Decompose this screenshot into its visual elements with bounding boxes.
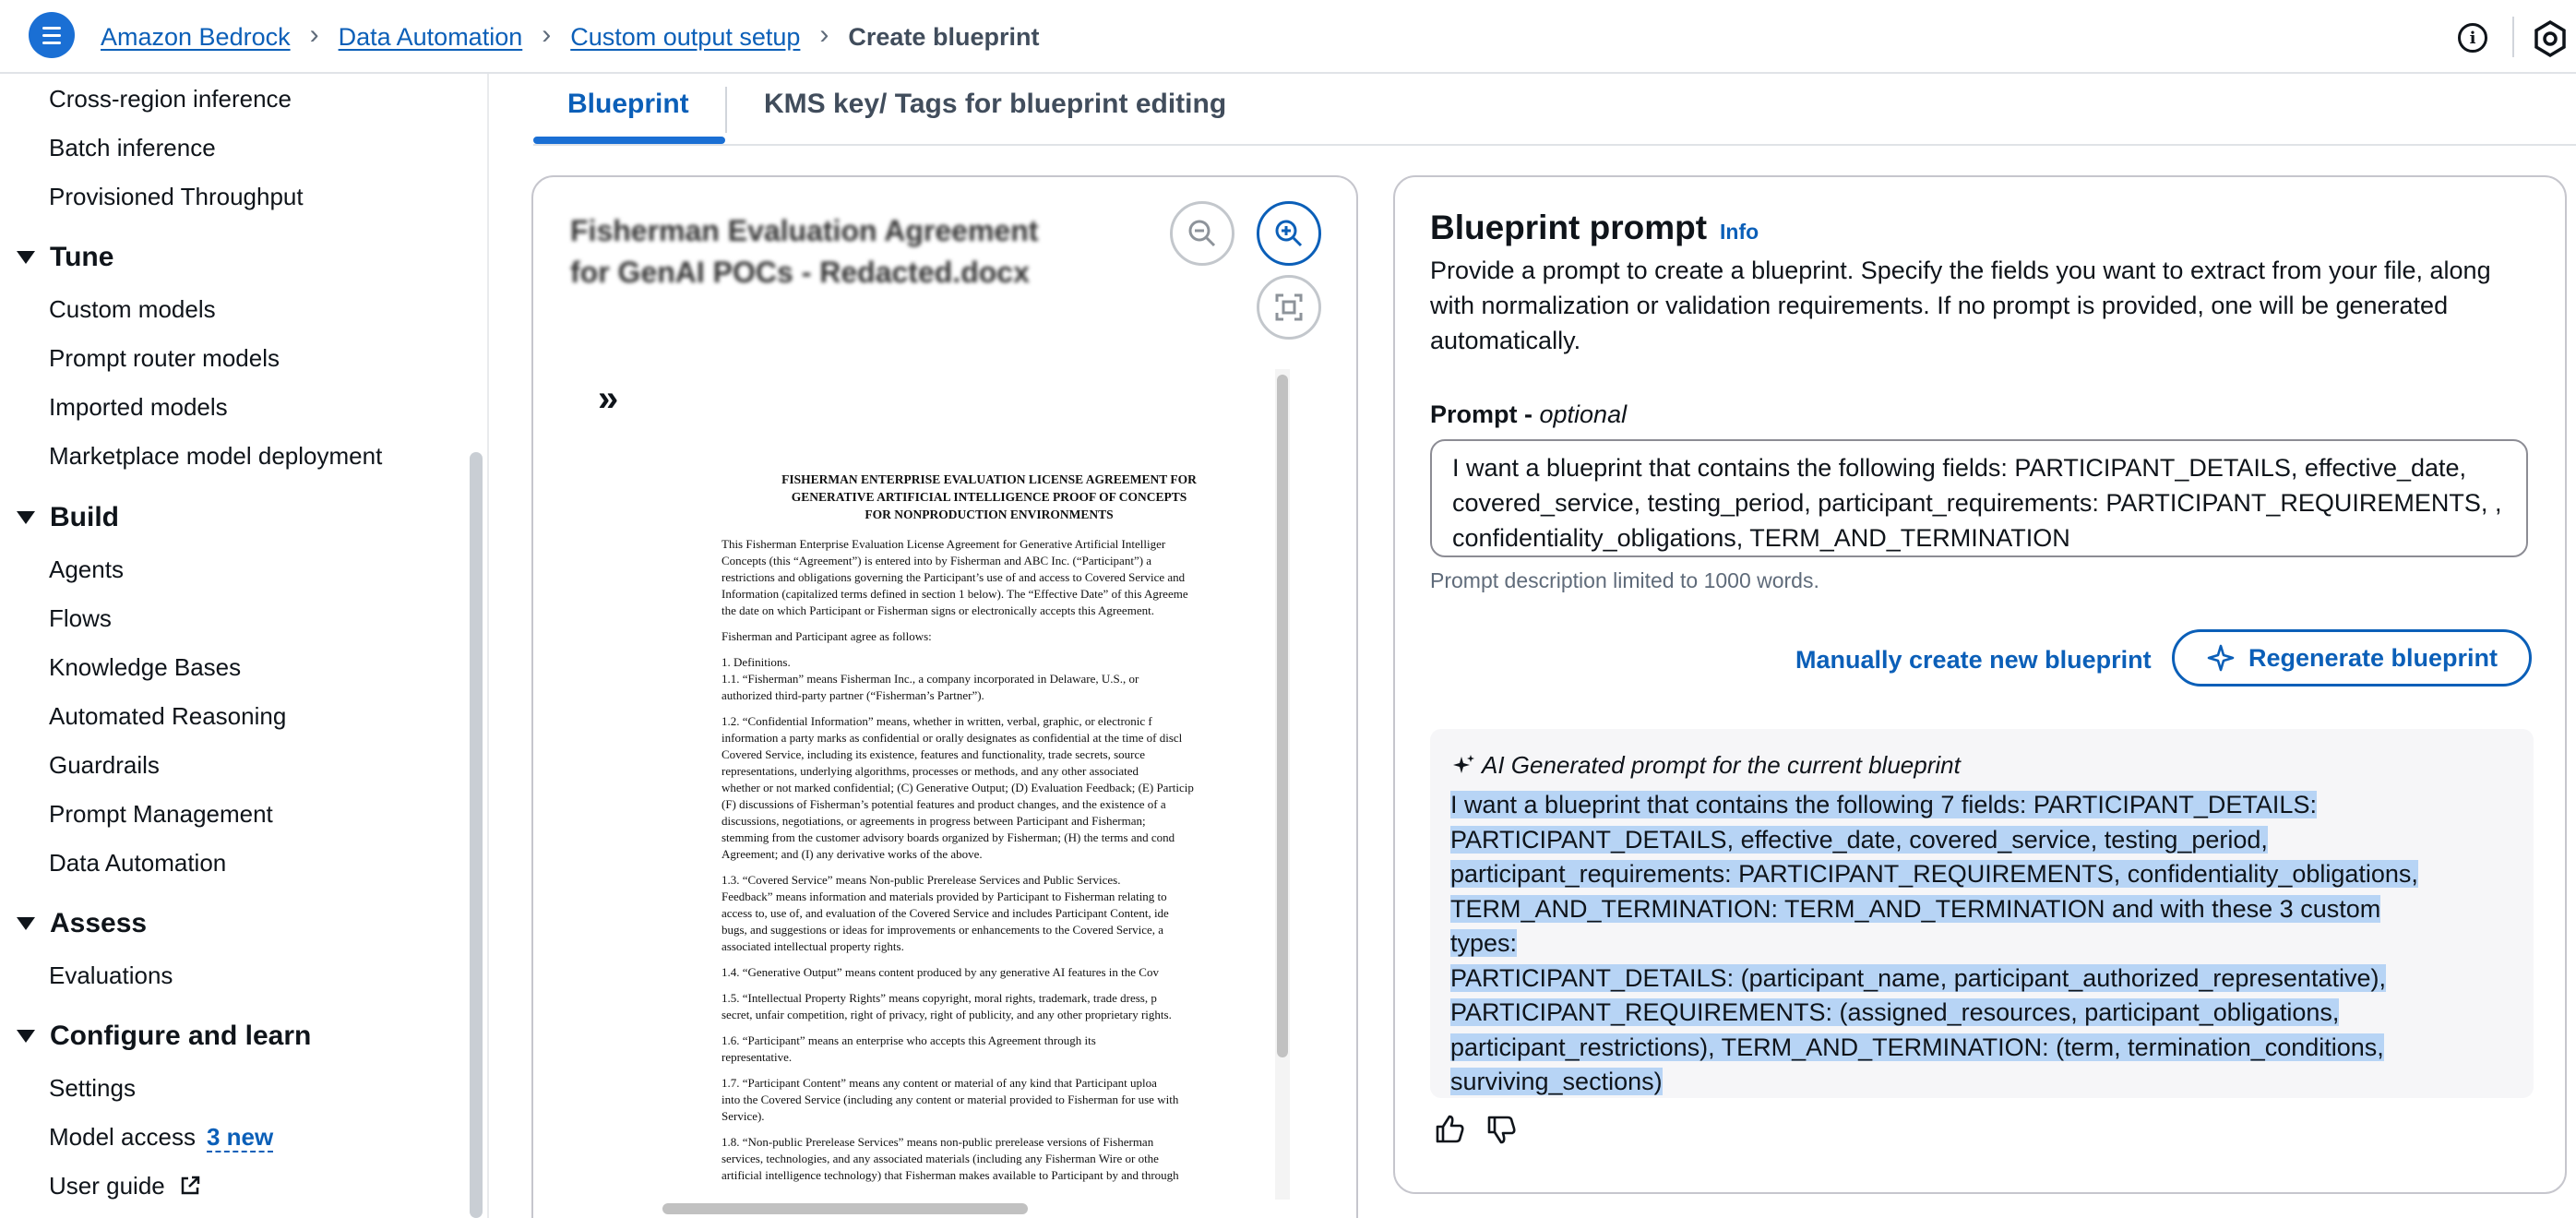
ai-heading-text: AI Generated prompt for the current blueprint <box>1482 751 1961 779</box>
ai-generated-prompt-box <box>1430 729 2534 1098</box>
zoom-in-button[interactable] <box>1257 201 1321 266</box>
sidebar-section-label: Configure and learn <box>50 1021 312 1051</box>
document-line: 1.6. “Participant” means an enterprise who accepts this Agreement through its <box>722 1033 1096 1047</box>
ai-line <box>1450 996 2447 1031</box>
breadcrumb-custom-output-setup[interactable]: Custom output setup <box>570 22 801 51</box>
regenerate-label: Regenerate blueprint <box>2248 643 2498 672</box>
document-line: 1. Definitions. <box>722 655 791 669</box>
sidebar-section-label: Assess <box>50 908 148 938</box>
heading-line: FOR NONPRODUCTION ENVIRONMENTS <box>865 508 1114 521</box>
sidebar-item-prompt-management[interactable]: Prompt Management <box>49 800 273 828</box>
sparkle-icon <box>1450 753 1476 779</box>
optional-label: optional <box>1539 400 1628 428</box>
document-line: authorized third-party partner (“Fisherman’s Partner”). <box>722 688 984 702</box>
breadcrumb-amazon-bedrock[interactable]: Amazon Bedrock <box>101 22 291 51</box>
tab-blueprint[interactable]: Blueprint <box>567 89 689 119</box>
ai-line-text: I want a blueprint that contains the following 7 fields: PARTICIPANT_DETAILS: <box>1450 791 2317 818</box>
ai-line <box>1450 1065 2447 1100</box>
thumbs-up-icon[interactable] <box>1434 1113 1467 1146</box>
document-vertical-scrollbar[interactable] <box>1277 375 1288 1057</box>
document-line: bugs, and suggestions or ideas for improvements or enhancements to the Covered Service, a <box>722 923 1164 937</box>
sidebar-item-label: User guide <box>49 1172 165 1200</box>
document-line: representative. <box>722 1050 793 1064</box>
ai-line <box>1450 788 2447 823</box>
sidebar-item-agents[interactable]: Agents <box>49 555 124 583</box>
hamburger-menu-button[interactable] <box>29 12 75 58</box>
caret-down-icon <box>17 251 35 264</box>
document-line: Fisherman and Participant agree as follows: <box>722 629 932 643</box>
document-text <box>722 471 1286 1184</box>
ai-line <box>1450 961 2447 997</box>
tab-divider <box>725 87 727 133</box>
panel-description: Provide a prompt to create a blueprint. Specify the fields you want to extract from your file, along with normalization or validation requirements. If no prompt is provided, one will be generated automatically. <box>1430 257 2491 354</box>
document-line: 1.3. “Covered Service” means Non-public Prerelease Services and Public Services. <box>722 873 1121 887</box>
heading-line: GENERATIVE ARTIFICIAL INTELLIGENCE PROOF OF CONCEPTS <box>791 490 1187 504</box>
sidebar-item-data-automation[interactable]: Data Automation <box>49 849 227 877</box>
document-line: This Fisherman Enterprise Evaluation License Agreement for Generative Artificial Intelliger <box>722 537 1166 551</box>
sidebar-item-custom-models[interactable]: Custom models <box>49 295 216 323</box>
document-line: 1.5. “Intellectual Property Rights” means copyright, moral rights, trademark, trade dress, p <box>722 991 1157 1005</box>
ai-line-text: participant_requirements: PARTICIPANT_REQUIREMENTS, confidentiality_obligations, <box>1450 860 2418 888</box>
toolbar-divider <box>2512 17 2514 57</box>
regenerate-blueprint-button[interactable] <box>2172 629 2532 687</box>
sidebar-section-build[interactable] <box>17 502 119 533</box>
menu-line <box>42 42 61 44</box>
sidebar-divider <box>487 74 489 1218</box>
document-line: secret, unfair competition, right of privacy, right of publicity, and any other proprietary rights. <box>722 1008 1172 1021</box>
document-line: Concepts (this “Agreement”) is entered into by Fisherman and ABC Inc. (“Participant”) a <box>722 554 1152 567</box>
panel-title: Blueprint prompt <box>1430 209 1708 246</box>
document-line: associated intellectual property rights. <box>722 939 904 953</box>
sidebar-item-provisioned-throughput[interactable]: Provisioned Throughput <box>49 183 304 210</box>
info-icon[interactable]: i <box>2458 23 2487 53</box>
document-line: 1.2. “Confidential Information” means, whether in written, verbal, graphic, or electronic f <box>722 714 1152 728</box>
sidebar-item-model-access[interactable] <box>49 1123 273 1152</box>
top-navigation-bar <box>0 0 2576 74</box>
fit-to-view-button[interactable] <box>1257 275 1321 340</box>
document-line: stemming from the customer advisory boards organized by Fisherman; (H) the terms and cond <box>722 830 1175 844</box>
breadcrumb-current: Create blueprint <box>848 22 1040 51</box>
sidebar-item-marketplace-model-deployment[interactable]: Marketplace model deployment <box>49 442 383 470</box>
document-line: representations, underlying algorithms, processes or methods, and any other associated <box>722 764 1139 778</box>
ai-line <box>1450 892 2447 961</box>
document-line: Agreement; and (I) any derivative works of the above. <box>722 847 983 861</box>
field-label-text: Prompt <box>1430 400 1518 428</box>
document-horizontal-scrollbar[interactable] <box>662 1203 1028 1214</box>
sidebar-section-assess[interactable] <box>17 908 147 939</box>
heading-line: FISHERMAN ENTERPRISE EVALUATION LICENSE AGREEMENT FOR <box>781 472 1197 486</box>
breadcrumb <box>101 20 1039 54</box>
document-title: Fisherman Evaluation Agreement for GenAI POCs - Redacted.docx <box>570 214 1039 289</box>
sidebar-item-label: Model access <box>49 1123 196 1151</box>
document-line: artificial intelligence technology) that Fisherman makes available to Participant by and through <box>722 1168 1179 1182</box>
document-line: into the Covered Service (including any content or material provided to Fisherman for use with <box>722 1093 1179 1106</box>
settings-hexagon-icon[interactable] <box>2530 18 2570 59</box>
active-tab-indicator <box>533 137 725 144</box>
sparkle-icon <box>2206 643 2236 673</box>
ai-line-text: PARTICIPANT_REQUIREMENTS: (assigned_resources, participant_obligations, <box>1450 998 2340 1026</box>
ai-line-text: PARTICIPANT_DETAILS, effective_date, covered_service, testing_period, <box>1450 825 2268 854</box>
prompt-hint: Prompt description limited to 1000 words. <box>1430 568 1819 592</box>
document-line: access to, use of, and evaluation of the Covered Service and includes Participant Content, ide <box>722 906 1169 920</box>
menu-line <box>42 27 61 30</box>
sidebar-section-tune[interactable] <box>17 242 113 273</box>
tab-kms-key-tags[interactable]: KMS key/ Tags for blueprint editing <box>764 89 1227 119</box>
caret-down-icon <box>17 511 35 524</box>
ai-line <box>1450 823 2447 858</box>
manually-create-blueprint-button[interactable]: Manually create new blueprint <box>1795 646 2152 674</box>
document-line: Covered Service, including its existence, features and functionality, trade secrets, source <box>722 747 1146 761</box>
ai-line-text: surviving_sections) <box>1450 1068 1663 1095</box>
info-link[interactable]: Info <box>1720 220 1759 244</box>
caret-down-icon <box>17 917 35 930</box>
document-line: Information (capitalized terms defined in section 1 below). The “Effective Date” of this Agreeme <box>722 587 1188 601</box>
external-link-icon <box>179 1175 201 1197</box>
document-line: services, technologies, and any associated materials (including any Fisherman Wire or othe <box>722 1152 1159 1165</box>
document-line: (F) discussions of Fisherman’s potential features and product changes, and the existence of a <box>722 797 1166 811</box>
ai-line-text: participant_restrictions), TERM_AND_TERMINATION: (term, termination_conditions, <box>1450 1033 2384 1061</box>
sidebar-item-flows[interactable]: Flows <box>49 604 112 632</box>
thumbs-down-icon[interactable] <box>1485 1113 1519 1146</box>
sidebar-section-configure-and-learn[interactable] <box>17 1021 311 1052</box>
ai-line <box>1450 1031 2447 1066</box>
chevron-right-icon: › <box>542 19 552 50</box>
document-page <box>659 369 1286 1200</box>
sidebar-item-imported-models[interactable]: Imported models <box>49 393 228 421</box>
document-body <box>722 536 1286 1184</box>
sidebar-item-guardrails[interactable]: Guardrails <box>49 751 160 779</box>
sidebar-scrollbar[interactable] <box>470 452 483 1218</box>
document-line: discussions, negotiations, or agreements in progress between Participant and Fisherman; <box>722 814 1146 828</box>
new-count-badge[interactable]: 3 new <box>206 1123 274 1151</box>
menu-line <box>42 34 61 37</box>
sidebar-item-evaluations[interactable]: Evaluations <box>49 961 173 989</box>
zoom-out-button[interactable] <box>1170 201 1234 266</box>
prompt-field-label: Prompt - optional <box>1430 400 1628 428</box>
chevron-right-icon: › <box>819 19 829 50</box>
ai-line <box>1450 857 2447 892</box>
document-line: 1.4. “Generative Output” means content produced by any generative AI features in the Cov <box>722 965 1159 979</box>
sidebar-item-knowledge-bases[interactable]: Knowledge Bases <box>49 653 242 681</box>
ai-heading <box>1450 751 1961 780</box>
document-line: 1.1. “Fisherman” means Fisherman Inc., a company incorporated in Delaware, U.S., or <box>722 672 1139 686</box>
sidebar-item-cross-region-inference[interactable]: Cross-region inference <box>49 85 292 113</box>
document-line: Service). <box>722 1109 765 1123</box>
prompt-textarea[interactable] <box>1430 439 2528 557</box>
caret-down-icon <box>17 1030 35 1043</box>
document-line: information a party marks as confidential or orally designates as confidential at the time of discl <box>722 731 1183 745</box>
document-preview-panel <box>531 175 1358 1218</box>
document-line: restrictions and obligations governing the Participant’s use of and access to Covered Service and <box>722 570 1186 584</box>
chevron-right-icon: › <box>309 19 319 50</box>
breadcrumb-data-automation[interactable]: Data Automation <box>338 22 523 51</box>
sidebar-item-automated-reasoning[interactable]: Automated Reasoning <box>49 702 287 730</box>
document-line: 1.8. “Non-public Prerelease Services” means non-public prerelease versions of Fisherman <box>722 1135 1154 1149</box>
sidebar-section-label: Build <box>50 502 119 532</box>
document-line: the date on which Participant or Fisherman signs or electronically accepts this Agreement. <box>722 603 1154 617</box>
document-line: Feedback” means information and materials provided by Participant to Fisherman relating to <box>722 890 1167 903</box>
ai-line-text: PARTICIPANT_DETAILS: (participant_name, participant_authorized_representative), <box>1450 963 2386 992</box>
ai-generated-prompt-text[interactable] <box>1450 788 2447 1100</box>
document-line: whether or not marked confidential; (C) Generative Output; (D) Evaluation Feedback; (E) Particip <box>722 781 1194 794</box>
sidebar-item-prompt-router-models[interactable]: Prompt router models <box>49 344 280 372</box>
tab-bar <box>533 74 2576 146</box>
document-heading <box>722 471 1257 523</box>
ai-line-text: TERM_AND_TERMINATION: TERM_AND_TERMINATION and with these 3 custom types: <box>1450 894 2381 957</box>
fit-screen-icon <box>1273 292 1305 323</box>
expand-panel-icon[interactable]: » <box>598 378 619 419</box>
sidebar-item-batch-inference[interactable]: Batch inference <box>49 134 216 161</box>
zoom-in-icon <box>1273 218 1305 249</box>
document-line: 1.7. “Participant Content” means any content or material of any kind that Participant uploa <box>722 1076 1157 1090</box>
sidebar-item-user-guide[interactable] <box>49 1172 201 1200</box>
zoom-out-icon <box>1187 218 1218 249</box>
sidebar <box>0 74 461 1218</box>
sidebar-item-settings[interactable]: Settings <box>49 1074 136 1102</box>
sidebar-section-label: Tune <box>50 242 114 272</box>
blueprint-prompt-panel <box>1393 175 2567 1194</box>
